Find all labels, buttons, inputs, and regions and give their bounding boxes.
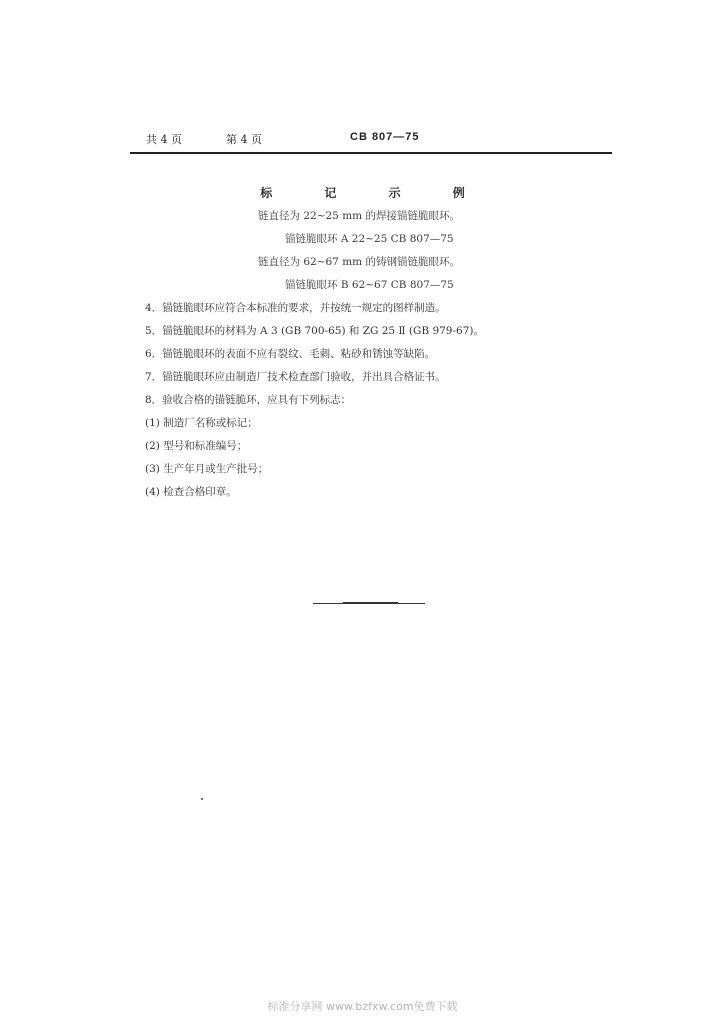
marking-item: (3) 生产年月或生产批号； <box>145 463 269 475</box>
example-line: 锚链脆眼环 B 62~67 CB 807—75 <box>285 279 454 291</box>
clause-6: 6．锚链脆眼环的表面不应有裂纹、毛刺、粘砂和锈蚀等缺陷。 <box>145 348 436 360</box>
clause-8: 8．验收合格的锚链脆环，应具有下列标志： <box>145 394 352 406</box>
section-title: 标 记 示 例 <box>260 186 489 200</box>
page-total-label: 共 4 页 <box>146 133 182 146</box>
clause-7: 7．锚链脆眼环应由制造厂技术检查部门验收，并出具合格证书。 <box>145 371 446 383</box>
watermark: 标准分享网 www.bzfxw.com免费下载 <box>267 1000 458 1013</box>
marking-item: (1) 制造厂名称或标记； <box>145 417 258 429</box>
standard-code: CB 807—75 <box>350 131 420 143</box>
example-line: 锚链脆眼环 A 22~25 CB 807—75 <box>285 233 454 245</box>
scan-speck <box>201 798 203 800</box>
page-current-label: 第 4 页 <box>226 133 262 146</box>
clause-5: 5．锚链脆眼环的材料为 A 3 (GB 700-65) 和 ZG 25 Ⅱ (GB 979-67)。 <box>145 325 484 337</box>
header-rule <box>130 152 612 154</box>
marking-item: (4) 检查合格印章。 <box>145 486 237 498</box>
marking-item: (2) 型号和标准编号； <box>145 440 248 452</box>
clause-4: 4．锚链脆眼环应符合本标准的要求，并按统一规定的图样制造。 <box>145 302 446 314</box>
example-line: 链直径为 62~67 mm 的铸钢锚链脆眼环。 <box>258 256 460 268</box>
example-line: 链直径为 22~25 mm 的焊接锚链脆眼环。 <box>258 210 460 222</box>
end-of-document-rule <box>313 603 425 604</box>
